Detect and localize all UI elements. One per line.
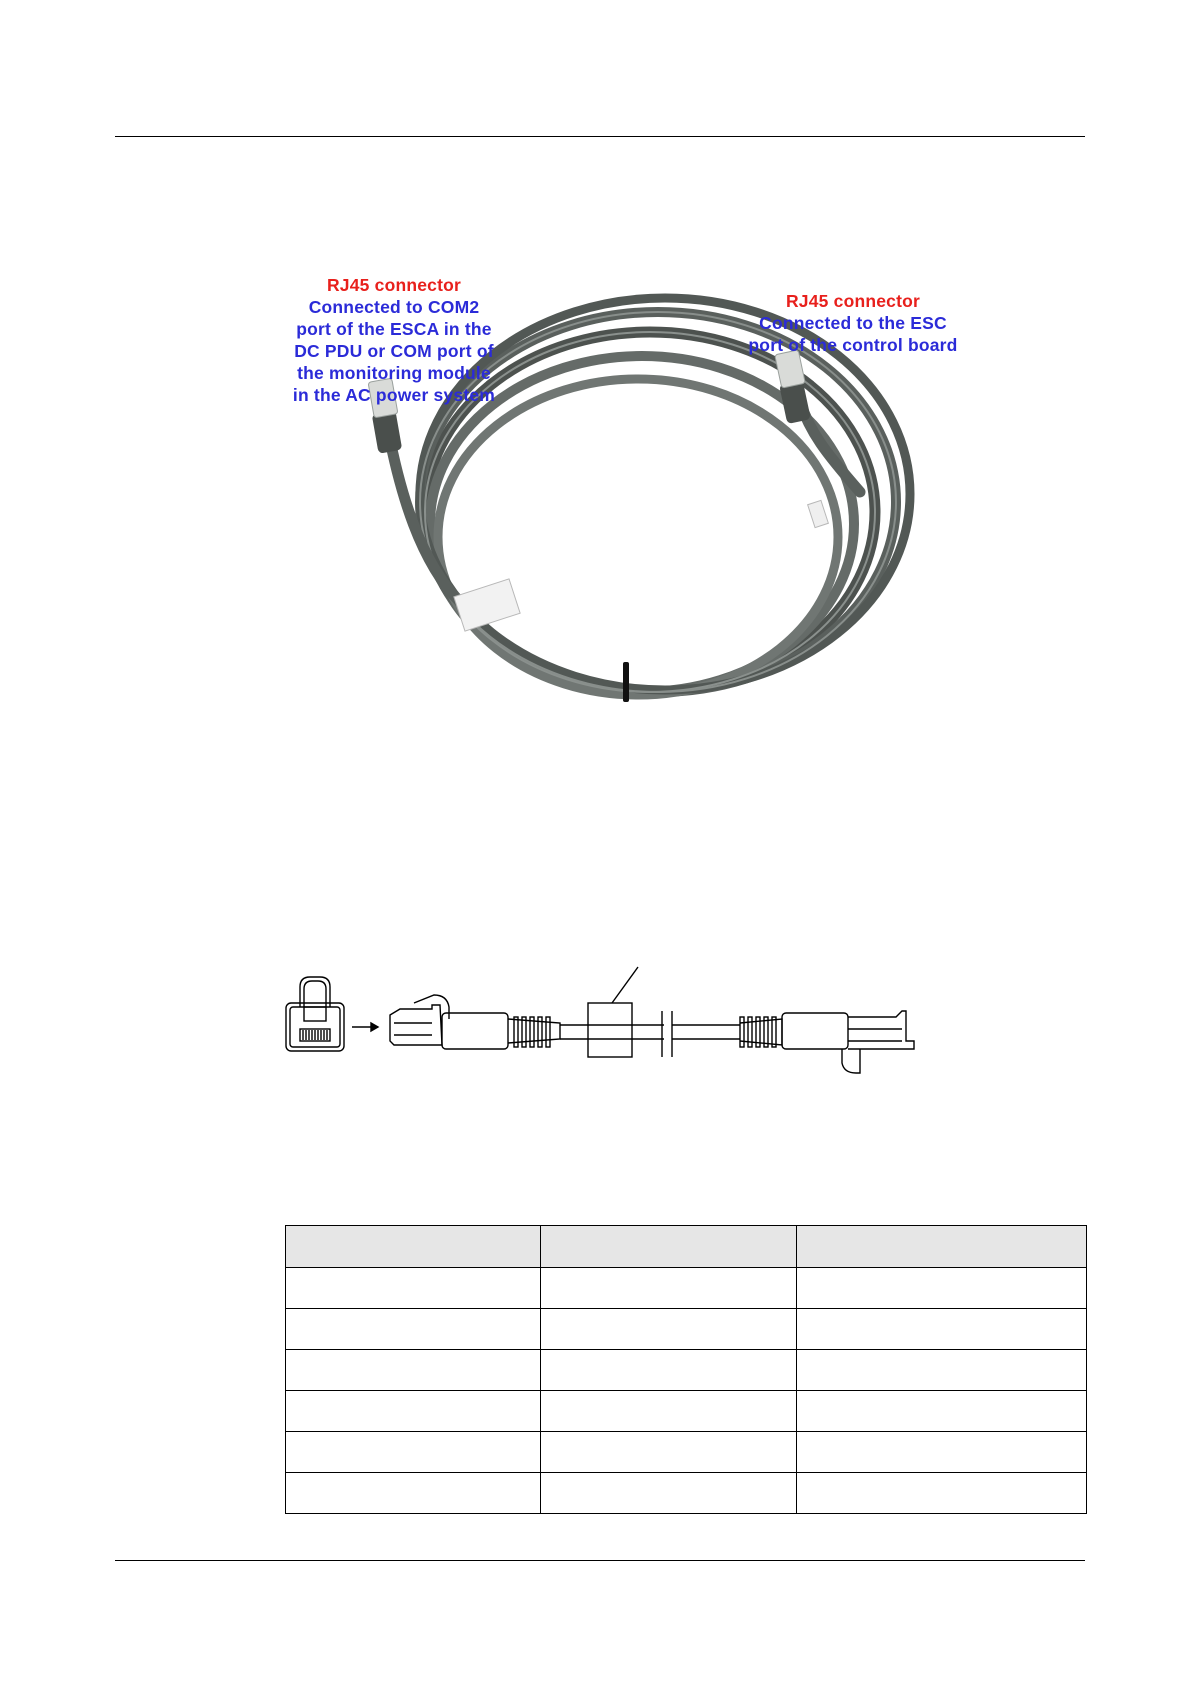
table-cell [286, 1309, 541, 1350]
table-cell [541, 1473, 797, 1514]
table-header-row [286, 1226, 1087, 1268]
footer-rule [115, 1560, 1085, 1561]
table-row [286, 1473, 1087, 1514]
table-cell [797, 1473, 1087, 1514]
left-callout-title: RJ45 connector [326, 275, 462, 295]
table-cell [797, 1268, 1087, 1309]
rj45-socket-icon [286, 977, 344, 1051]
left-callout-line: Connected to COM2 [308, 297, 480, 317]
table-cell [541, 1350, 797, 1391]
table-cell [541, 1309, 797, 1350]
table-header-cell [797, 1226, 1087, 1268]
right-callout-title: RJ45 connector [785, 291, 921, 311]
table-row [286, 1391, 1087, 1432]
right-rj45-plug [740, 1011, 914, 1073]
table-cell [797, 1350, 1087, 1391]
table-row [286, 1309, 1087, 1350]
table-cell [286, 1432, 541, 1473]
table-cell [286, 1350, 541, 1391]
table-cell [286, 1473, 541, 1514]
table-row [286, 1432, 1087, 1473]
right-callout-line: port of the control board [748, 335, 958, 355]
table-header-cell [286, 1226, 541, 1268]
table-cell [541, 1268, 797, 1309]
table-cell [541, 1391, 797, 1432]
left-callout-line: the monitoring module [297, 363, 491, 383]
right-callout-line: Connected to the ESC [759, 313, 947, 333]
header-rule [115, 136, 1085, 137]
right-connector-callout [728, 290, 978, 356]
table-cell [797, 1391, 1087, 1432]
left-callout-line: DC PDU or COM port of [294, 341, 494, 361]
left-rj45-plug [390, 995, 560, 1049]
table-cell [541, 1432, 797, 1473]
table-cell [797, 1309, 1087, 1350]
left-callout-line: port of the ESCA in the [296, 319, 492, 339]
cable-label-tag [588, 1003, 632, 1057]
left-connector-callout [278, 274, 510, 406]
table-cell [797, 1432, 1087, 1473]
cable-structure-drawing [282, 945, 942, 1080]
table-cell [286, 1391, 541, 1432]
table-row [286, 1350, 1087, 1391]
pin-assignment-table [285, 1225, 1087, 1514]
left-callout-line: in the AC power system [292, 385, 496, 405]
table-cell [286, 1268, 541, 1309]
table-row [286, 1268, 1087, 1309]
table-header-cell [541, 1226, 797, 1268]
